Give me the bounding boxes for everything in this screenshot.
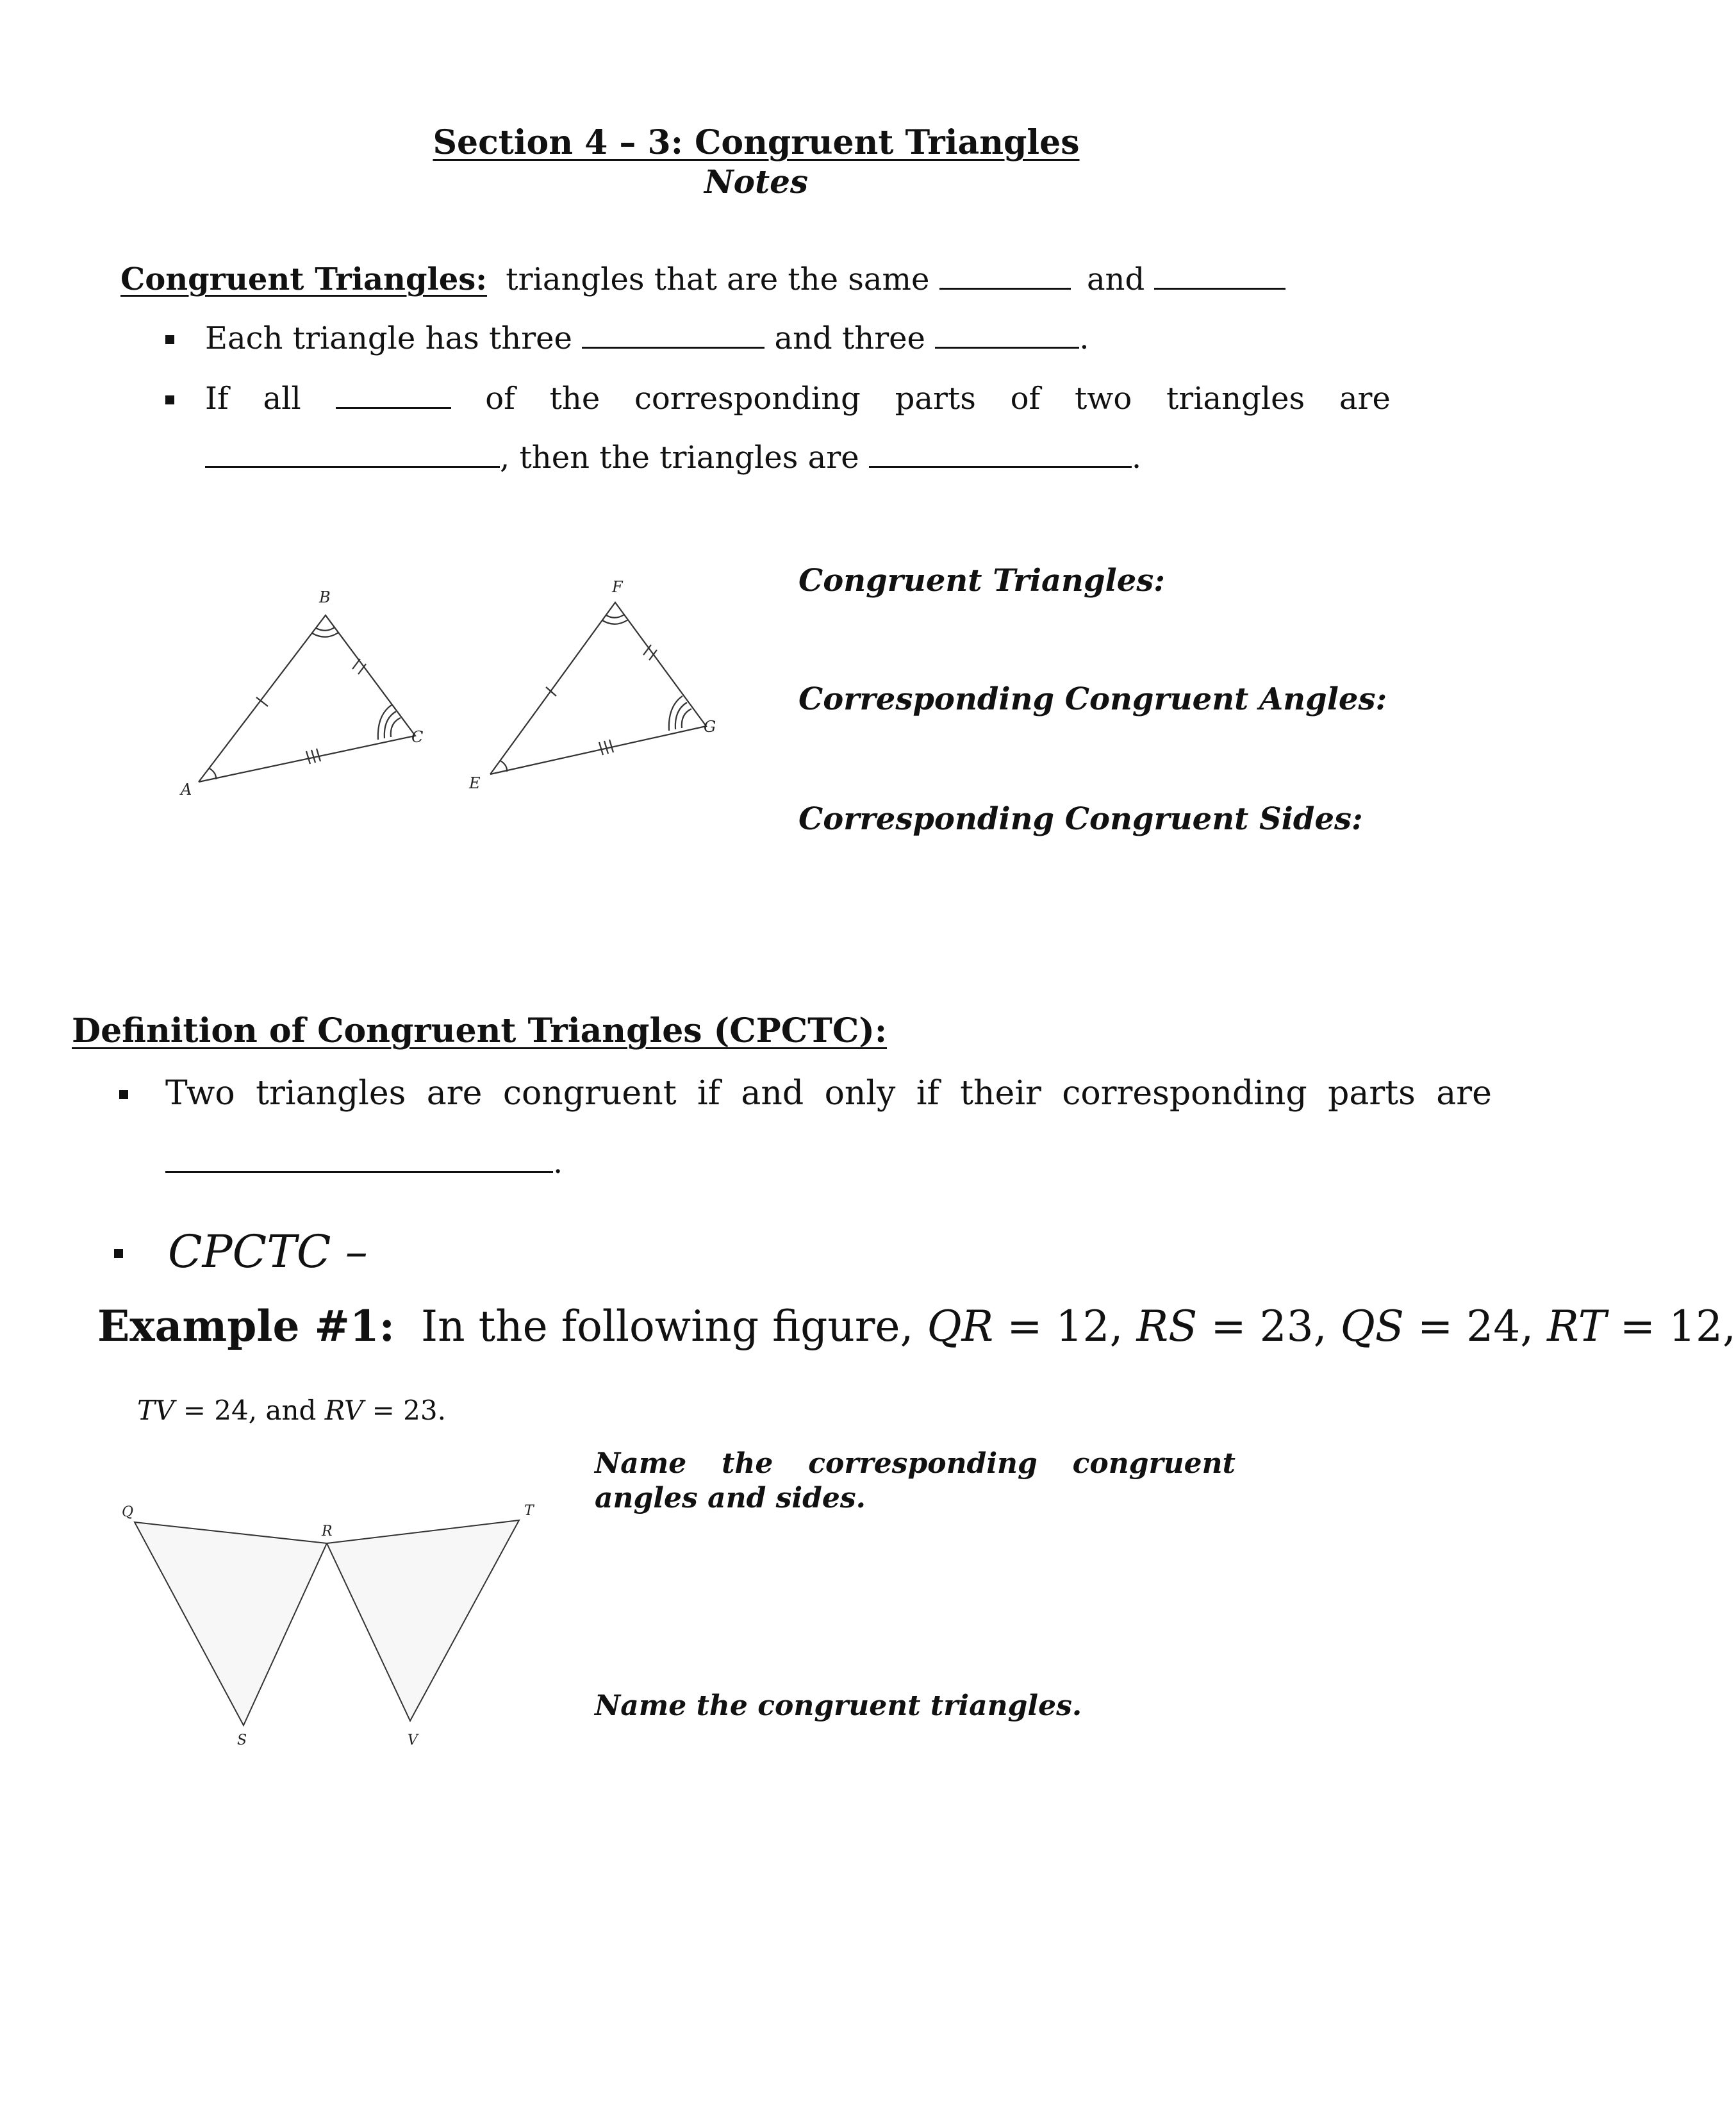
blank-4[interactable]: [935, 346, 1079, 349]
vertex-label-r: R: [322, 1523, 333, 1539]
question-1-line-2: angles and sides.: [595, 1482, 866, 1514]
cpctc-heading: Definition of Congruent Triangles (CPCTC):: [72, 1011, 888, 1050]
triangle-abc: [199, 615, 415, 782]
bullet-2-continuation: , then the triangles are .: [205, 440, 1141, 476]
triangle-efg: [490, 602, 706, 774]
label-congruent-triangles: Congruent Triangles:: [798, 563, 1166, 599]
blank-7[interactable]: [869, 465, 1132, 468]
cpctc-bullet-continuation: .: [165, 1145, 563, 1181]
definition-line: Congruent Triangles: triangles that are the same and: [120, 261, 1285, 297]
vertex-label-c: C: [411, 728, 424, 746]
blank-5[interactable]: [336, 406, 451, 409]
bullet-2-line: If all of the corresponding parts of two triangles are: [205, 381, 1391, 417]
vertex-label-v: V: [408, 1732, 418, 1748]
vertex-label-q: Q: [122, 1504, 134, 1520]
vertex-label-g: G: [704, 718, 716, 736]
definition-term: Congruent Triangles:: [120, 261, 488, 297]
cpctc-bullet-line: Two triangles are congruent if and only if their corresponding parts are: [165, 1074, 1492, 1113]
bullet-1-line: Each triangle has three and three .: [205, 320, 1089, 356]
page-title: Section 4 – 3: Congruent Triangles: [433, 123, 1080, 162]
blank-2[interactable]: [1154, 287, 1285, 290]
example-1-line-2: TV = 24, and RV = 23.: [137, 1395, 446, 1426]
vertex-label-t: T: [524, 1503, 534, 1519]
blank-8[interactable]: [165, 1170, 553, 1173]
triangle-rtv: [327, 1520, 519, 1721]
vertex-label-a: A: [181, 781, 192, 799]
vertex-label-s: S: [237, 1732, 247, 1748]
page-subtitle: Notes: [704, 163, 809, 201]
blank-6[interactable]: [205, 465, 500, 468]
blank-3[interactable]: [582, 346, 765, 349]
question-1-line: Name the corresponding congruent: [595, 1447, 1236, 1480]
bullet-marker: [165, 395, 174, 407]
bullet-marker: [114, 1248, 123, 1261]
cpctc-acronym: CPCTC –: [168, 1225, 368, 1278]
vertex-label-b: B: [319, 588, 331, 606]
triangles-abc-efg-figure: [154, 564, 756, 808]
triangles-qrs-rtv-figure: [115, 1493, 551, 1756]
triangle-qrs: [135, 1522, 327, 1725]
definition-text: triangles that are the same: [506, 261, 930, 297]
blank-1[interactable]: [939, 287, 1071, 290]
example-1-line: Example #1: In the following figure, QR = 12, RS = 23, QS = 24, RT = 12,: [97, 1301, 1736, 1351]
vertex-label-f: F: [612, 578, 623, 596]
bullet-marker: [119, 1090, 128, 1102]
question-2: Name the congruent triangles.: [595, 1689, 1082, 1722]
label-corresponding-sides: Corresponding Congruent Sides:: [798, 801, 1363, 837]
vertex-label-e: E: [469, 774, 481, 792]
label-corresponding-angles: Corresponding Congruent Angles:: [798, 681, 1387, 717]
bullet-marker: [165, 335, 174, 347]
